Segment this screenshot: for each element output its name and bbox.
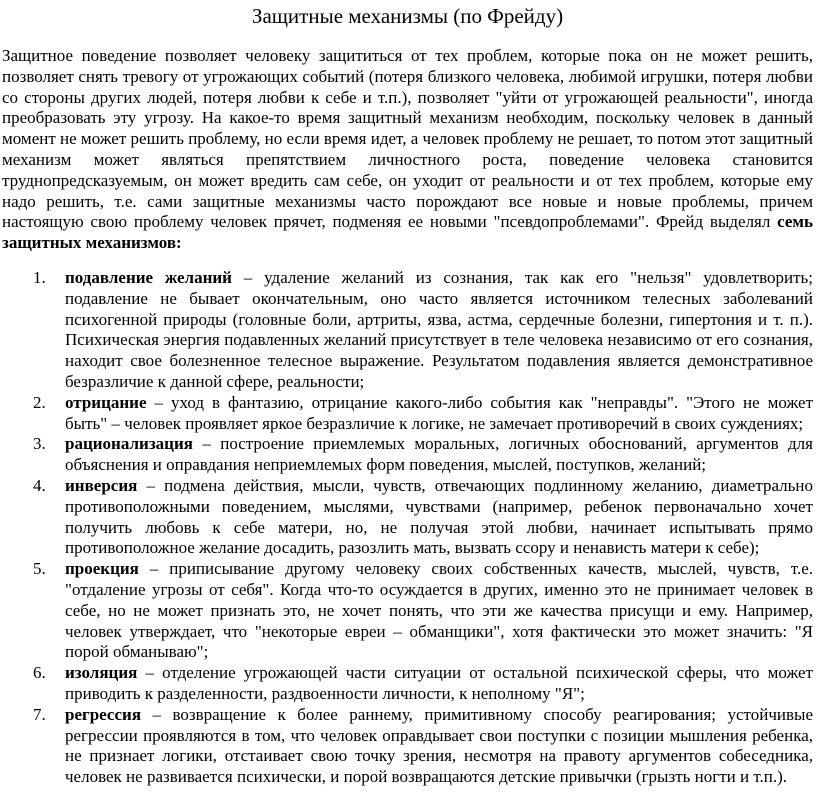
mechanism-term: изоляция xyxy=(65,663,138,683)
mechanism-term: рационализация xyxy=(65,434,193,454)
item-number: 7. xyxy=(33,704,46,724)
item-number: 4. xyxy=(33,475,46,495)
document-title: Защитные механизмы (по Фрейду) xyxy=(251,4,564,28)
mechanism-term: подавление желаний xyxy=(65,267,232,287)
mechanism-term: отрицание xyxy=(65,392,147,412)
mechanism-description: – уход в фантазию, отрицание какого-либо события как "неправды". "Этого не может быть" – человек проявляет яркое безразличие к логике, не замечает противоречий в своих суждениях; xyxy=(65,392,813,433)
mechanism-term: проекция xyxy=(65,559,139,579)
mechanism-description: – приписывание другому человеку своих собственных качеств, мыслей, чувств, т.е. "отдаление угрозы от себя". Когда что-то осуждается в других, именно это не принимает человек в себе, но не может признать это, не хочет понять, что эти же качества присущи и ему. Например, человек утверждает, что "некоторые евреи – обманщики", хотя фактически это может значить: "Я порой обманываю"; xyxy=(65,559,813,662)
intro-paragraph xyxy=(2,46,813,254)
mechanism-term: регрессия xyxy=(65,704,142,724)
mechanism-description: – отделение угрожающей части ситуации от остальной психической сферы, что может приводить к разделенности, раздвоенности личности, к неполному "Я"; xyxy=(65,663,813,703)
mechanism-item-3 xyxy=(2,434,813,476)
mechanism-description: – возвращение к более раннему, примитивному способу реагирования; устойчивые регрессии проявляются в том, что человек оправдывает свои поступки с позиции мышления ребенка, не признает логики, отстаивает свою точку зрения, несмотря на правоту аргументов собеседника, человек не развивается психически, и порой возвращаются детские привычки (грызть ногти и т.п.). xyxy=(65,704,813,787)
intro-text: Защитное поведение позволяет человеку защититься от тех проблем, которые пока он не может решить, позволяет снять тревогу от угрожающих событий (потеря близкого человека, любимой игрушки, потеря любви со стороны других людей, потеря любви к себе и т.п.), позволяет "уйти от угрожающей реальности", иногда преобразовать эту угрозу. На какое-то время защитный механизм необходим, поскольку человек в данный момент не может решить проблему, но если время идет, а человек проблему не решает, то потом этот защитный механизм может являться препятствием личностного роста, поведение человека становится труднопредсказуемым, он может вредить сам себе, он уходит от реальности и от тех проблем, которые ему надо решить, т.е. сами защитные механизмы часто порождают все новые и новые проблемы, причем настоящую свою проблему человек прячет, подменяя ее новыми "псевдопроблемами". Фрейд выделял xyxy=(2,46,813,232)
item-number: 1. xyxy=(33,267,46,287)
mechanism-description: – построение приемлемых моральных, логичных обоснований, аргументов для объяснения и оправдания неприемлемых форм поведения, мыслей, поступков, желаний; xyxy=(65,434,813,475)
mechanism-item-1 xyxy=(2,268,813,393)
mechanism-description: – подмена действия, мысли, чувств, отвечающих подлинному желанию, диаметрально противоположными поведением, мыслями, чувствами (например, ребенок первоначально хочет получить любовь к себе матери, но, не получая этой любви, начинает испытывать прямо противоположное желание досадить, разозлить мать, вызвать ссору и ненависть матери к себе); xyxy=(65,475,813,558)
mechanism-item-5 xyxy=(2,559,813,663)
mechanism-item-4 xyxy=(2,476,813,559)
mechanism-item-6 xyxy=(2,663,813,705)
intro-bold-phrase: семь защитных механизмов xyxy=(2,212,813,253)
item-number: 5. xyxy=(33,559,46,579)
mechanism-term: инверсия xyxy=(65,475,138,495)
item-number: 2. xyxy=(33,392,46,412)
item-number: 3. xyxy=(33,434,46,454)
intro-colon: : xyxy=(176,233,182,253)
mechanism-item-7 xyxy=(2,705,813,788)
item-number: 6. xyxy=(33,663,46,683)
mechanisms-list xyxy=(2,268,813,788)
mechanism-description: – удаление желаний из сознания, так как его "нельзя" удовлетворить; подавление не бывает окончательным, оно часто является источником телесных заболеваний психогенной природы (головные боли, артриты, язва, астма, сердечные болезни, гипертония и т. п.). Психическая энергия подавленных желаний присутствует в теле человека независимо от его сознания, находит свое болезненное телесное выражение. Результатом подавления является демонстративное безразличие к данной сфере, реальности; xyxy=(65,267,813,391)
mechanism-item-2 xyxy=(2,393,813,435)
